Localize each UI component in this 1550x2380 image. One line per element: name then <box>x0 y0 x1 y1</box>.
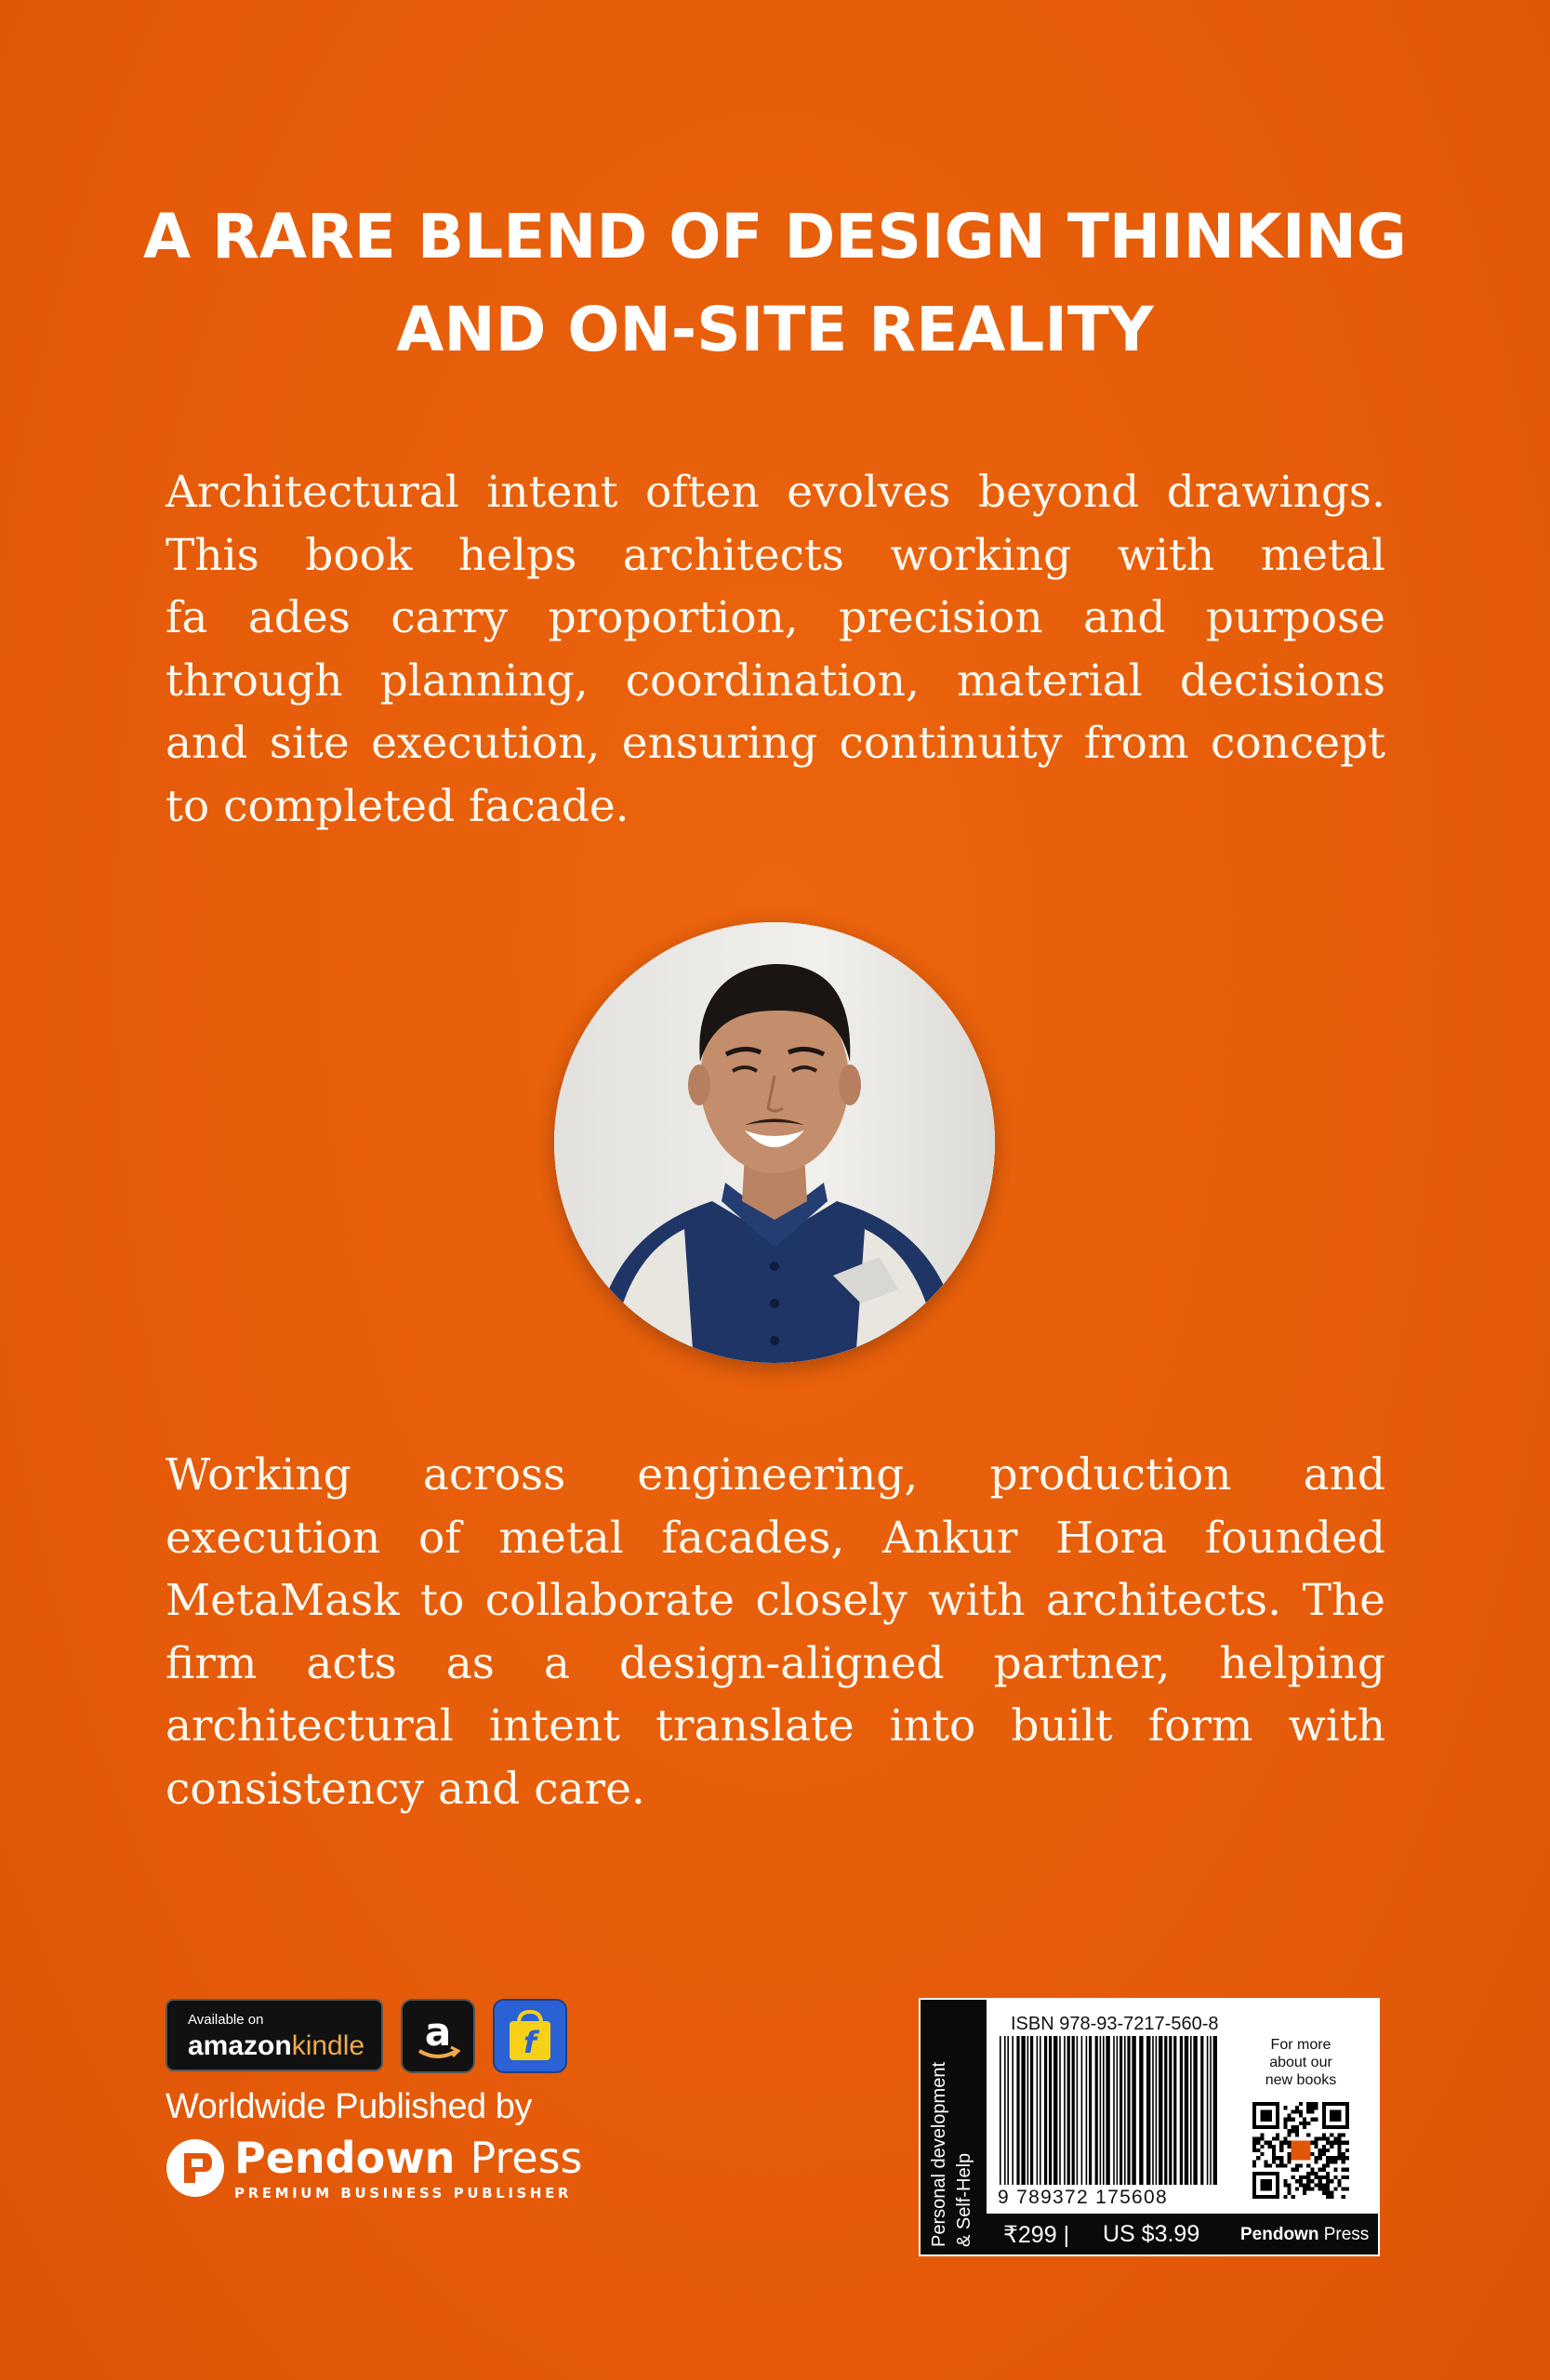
qr-module <box>1326 2183 1330 2187</box>
barcode-bar <box>1103 2036 1105 2185</box>
qr-module <box>1333 2141 1337 2145</box>
qr-module <box>1292 2125 1295 2129</box>
qr-module <box>1322 2168 1326 2172</box>
qr-module <box>1333 2188 1337 2191</box>
qr-module <box>1345 2156 1349 2160</box>
qr-module <box>1322 2183 1326 2187</box>
author-line: Working across engineering, production and <box>166 1449 1385 1501</box>
qr-module <box>1338 2156 1342 2160</box>
barcode-bar <box>1064 2036 1066 2185</box>
qr-module <box>1326 2191 1330 2195</box>
barcode-bar <box>1007 2036 1009 2185</box>
qr-module <box>1292 2129 1295 2133</box>
qr-module <box>1338 2133 1342 2136</box>
qr-module <box>1326 2156 1330 2160</box>
qr-module <box>1252 2145 1256 2149</box>
barcode-bar <box>1037 2036 1039 2185</box>
qr-module <box>1276 2156 1279 2160</box>
intro-line: Architectural intent often evolves beyond drawings. <box>166 467 1385 518</box>
qr-module <box>1283 2106 1287 2109</box>
barcode-bar <box>1113 2036 1115 2185</box>
qr-module <box>1330 2191 1333 2195</box>
flipkart-badge[interactable] <box>493 1999 567 2073</box>
author-paragraph <box>166 1444 1385 1820</box>
author-line: architectural intent translate into built form with <box>166 1700 1385 1752</box>
qr-module <box>1322 2133 1326 2136</box>
qr-module <box>1283 2141 1287 2145</box>
qr-module <box>1268 2164 1272 2168</box>
qr-module <box>1292 2168 1295 2172</box>
qr-module <box>1310 2106 1314 2109</box>
qr-module <box>1292 2175 1295 2179</box>
qr-module <box>1318 2168 1322 2172</box>
qr-module <box>1287 2145 1291 2149</box>
qr-module <box>1338 2145 1342 2149</box>
qr-module <box>1306 2102 1310 2106</box>
qr-module <box>1333 2168 1337 2172</box>
qr-module <box>1292 2118 1295 2122</box>
qr-module <box>1318 2136 1322 2140</box>
qr-module <box>1287 2133 1291 2136</box>
barcode-bar <box>1004 2036 1006 2185</box>
qr-module <box>1283 2125 1287 2129</box>
intro-line: to completed facade. <box>166 780 629 832</box>
publisher-name: Pendown Press <box>234 2133 583 2183</box>
qr-module <box>1260 2136 1264 2140</box>
qr-module <box>1252 2141 1256 2145</box>
qr-module <box>1315 2160 1318 2163</box>
barcode-bar <box>1000 2036 1001 2185</box>
barcode-bar <box>1213 2036 1217 2185</box>
qr-module <box>1252 2164 1256 2168</box>
qr-module <box>1326 2149 1330 2152</box>
barcode-bar <box>1127 2036 1130 2185</box>
qr-module <box>1326 2195 1330 2199</box>
qr-module <box>1342 2160 1345 2163</box>
barcode-bar <box>1012 2036 1013 2185</box>
barcode-bar <box>1095 2036 1098 2185</box>
qr-module <box>1272 2145 1276 2149</box>
barcode-bar <box>1021 2036 1025 2185</box>
isbn-number: ISBN 978-93-7217-560-8 <box>1011 2014 1219 2034</box>
qr-module <box>1315 2145 1318 2149</box>
qr-module <box>1272 2156 1276 2160</box>
author-photo <box>554 922 995 1363</box>
qr-module <box>1287 2156 1291 2160</box>
qr-module <box>1342 2175 1345 2179</box>
qr-module <box>1283 2179 1287 2183</box>
qr-module <box>1276 2164 1279 2168</box>
qr-module <box>1283 2136 1287 2140</box>
author-line: firm acts as a design-aligned partner, helping <box>166 1637 1385 1689</box>
qr-module <box>1256 2141 1260 2145</box>
qr-module <box>1287 2188 1291 2191</box>
barcode-bar <box>1119 2036 1122 2185</box>
qr-module <box>1310 2188 1314 2191</box>
qr-module <box>1315 2136 1318 2140</box>
qr-module <box>1295 2133 1299 2136</box>
qr-module <box>1318 2149 1322 2152</box>
intro-line: This book helps architects working with metal <box>166 529 1385 581</box>
qr-module <box>1322 2191 1326 2195</box>
qr-module <box>1264 2141 1267 2145</box>
qr-module <box>1292 2195 1295 2199</box>
qr-module <box>1342 2168 1345 2172</box>
barcode-bar <box>1152 2036 1154 2185</box>
qr-module <box>1330 2195 1333 2199</box>
qr-module <box>1333 2160 1337 2163</box>
intro-line: and site execution, ensuring continuity from concept <box>166 718 1385 769</box>
qr-module <box>1326 2164 1330 2168</box>
qr-module <box>1279 2156 1283 2160</box>
barcode-bar <box>1040 2036 1041 2185</box>
qr-module <box>1299 2102 1303 2106</box>
qr-module <box>1299 2175 1303 2179</box>
qr-module <box>1283 2164 1287 2168</box>
barcode-bar <box>1124 2036 1126 2185</box>
price-inr: ₹299 | <box>1003 2222 1070 2248</box>
intro-line: fa ades carry proportion, precision and purpose <box>166 592 1385 643</box>
qr-module <box>1295 2106 1299 2109</box>
qr-module <box>1330 2160 1333 2163</box>
qr-module <box>1306 2122 1310 2125</box>
qr-module <box>1276 2133 1279 2136</box>
qr-module <box>1326 2179 1330 2183</box>
qr-module <box>1338 2149 1342 2152</box>
qr-module <box>1310 2172 1314 2175</box>
price-usd: US $3.99 <box>1103 2221 1200 2247</box>
qr-module <box>1252 2160 1256 2163</box>
qr-module <box>1322 2152 1326 2156</box>
qr-module <box>1299 2109 1303 2113</box>
qr-module <box>1318 2175 1322 2179</box>
more-books-text: For more about our new books <box>1265 2037 1337 2088</box>
qr-module <box>1287 2113 1291 2117</box>
barcode-bar <box>1072 2036 1075 2185</box>
qr-module <box>1287 2191 1291 2195</box>
qr-module <box>1338 2152 1342 2156</box>
qr-module <box>1310 2152 1314 2156</box>
qr-module <box>1260 2152 1264 2156</box>
barcode-bar <box>1207 2036 1209 2185</box>
qr-module <box>1345 2141 1349 2145</box>
qr-module <box>1283 2195 1287 2199</box>
author-line: MetaMask to collaborate closely with architects. The <box>166 1575 1385 1626</box>
qr-module <box>1306 2133 1310 2136</box>
barcode-bar <box>1089 2036 1092 2185</box>
qr-module <box>1292 2109 1295 2113</box>
qr-module <box>1315 2156 1318 2160</box>
qr-module <box>1315 2106 1318 2109</box>
published-by-label: Worldwide Published by <box>166 2087 532 2126</box>
qr-module <box>1279 2145 1283 2149</box>
qr-module <box>1342 2133 1345 2136</box>
qr-module <box>1272 2149 1276 2152</box>
qr-module <box>1283 2118 1287 2122</box>
intro-paragraph <box>166 461 1385 838</box>
qr-module <box>1268 2141 1272 2145</box>
qr-module <box>1287 2160 1291 2163</box>
qr-finder <box>1260 2179 1271 2190</box>
qr-module <box>1264 2164 1267 2168</box>
amazon-a-icon <box>403 2001 473 2071</box>
qr-module <box>1315 2141 1318 2145</box>
qr-module <box>1306 2109 1310 2113</box>
barcode-bar <box>1086 2036 1088 2185</box>
qr-module <box>1279 2149 1283 2152</box>
qr-module <box>1260 2145 1264 2149</box>
qr-module <box>1318 2183 1322 2187</box>
price-bar-publisher: Pendown Press <box>1240 2225 1370 2244</box>
qr-module <box>1318 2188 1322 2191</box>
qr-module <box>1342 2152 1345 2156</box>
amazon-kindle-badge[interactable] <box>166 1999 383 2071</box>
qr-module <box>1264 2160 1267 2163</box>
barcode-bar <box>1169 2036 1172 2185</box>
barcode-bar <box>1193 2036 1197 2185</box>
barcode-bar <box>1016 2036 1019 2185</box>
qr-module <box>1283 2183 1287 2187</box>
qr-center-logo <box>1292 2141 1311 2161</box>
qr-module <box>1283 2122 1287 2125</box>
qr-module <box>1306 2106 1310 2109</box>
qr-module <box>1330 2133 1333 2136</box>
qr-module <box>1310 2141 1314 2145</box>
qr-module <box>1342 2195 1345 2199</box>
qr-module <box>1330 2141 1333 2145</box>
barcode-bar <box>1100 2036 1102 2185</box>
qr-module <box>1322 2145 1326 2149</box>
barcode-bar <box>1049 2036 1052 2185</box>
barcode-bar <box>1164 2036 1167 2185</box>
qr-module <box>1310 2168 1314 2172</box>
qr-module <box>1310 2109 1314 2113</box>
barcode-bar <box>1067 2036 1070 2185</box>
qr-module <box>1252 2149 1256 2152</box>
qr-module <box>1306 2188 1310 2191</box>
qr-module <box>1295 2179 1299 2183</box>
barcode-bar <box>1059 2036 1061 2185</box>
qr-module <box>1322 2175 1326 2179</box>
qr-module <box>1306 2175 1310 2179</box>
barcode-bar <box>1200 2036 1203 2185</box>
qr-module <box>1330 2156 1333 2160</box>
qr-module <box>1345 2149 1349 2152</box>
qr-module <box>1303 2183 1306 2187</box>
qr-module <box>1256 2149 1260 2152</box>
qr-module <box>1310 2118 1314 2122</box>
qr-module <box>1333 2175 1337 2179</box>
barcode-bar <box>1132 2036 1135 2185</box>
qr-module <box>1306 2164 1310 2168</box>
qr-module <box>1338 2179 1342 2183</box>
barcode-bar <box>1210 2036 1212 2185</box>
kindle-badge-brand: amazonkindle <box>188 2030 365 2061</box>
barcode-bar <box>1159 2036 1162 2185</box>
qr-module <box>1322 2188 1326 2191</box>
barcode-bar <box>1190 2036 1192 2185</box>
qr-module <box>1315 2102 1318 2106</box>
qr-module <box>1342 2141 1345 2145</box>
barcode-bar <box>1030 2036 1033 2185</box>
qr-module <box>1326 2160 1330 2163</box>
qr-module <box>1299 2164 1303 2168</box>
qr-module <box>1303 2122 1306 2125</box>
qr-module <box>1279 2141 1283 2145</box>
svg-text:a: a <box>424 2009 452 2055</box>
qr-finder <box>1330 2109 1341 2121</box>
qr-module <box>1322 2149 1326 2152</box>
qr-module <box>1326 2172 1330 2175</box>
qr-module <box>1303 2191 1306 2195</box>
qr-module <box>1287 2141 1291 2145</box>
qr-module <box>1287 2118 1291 2122</box>
barcode-bar <box>1077 2036 1079 2185</box>
qr-module <box>1256 2156 1260 2160</box>
qr-module <box>1322 2136 1326 2140</box>
qr-module <box>1315 2118 1318 2122</box>
author-portrait-illustration <box>554 922 995 1363</box>
publisher-tagline: PREMIUM BUSINESS PUBLISHER <box>234 2185 573 2202</box>
headline <box>112 191 1438 377</box>
qr-module <box>1333 2156 1337 2160</box>
qr-module <box>1326 2188 1330 2191</box>
qr-module <box>1326 2175 1330 2179</box>
barcode-digits: 9 789372 175608 <box>998 2187 1168 2208</box>
qr-code[interactable] <box>1252 2102 1349 2199</box>
qr-module <box>1306 2172 1310 2175</box>
qr-module <box>1287 2129 1291 2133</box>
genre-label: Personal development & Self-Help <box>929 2061 974 2247</box>
qr-module <box>1299 2113 1303 2117</box>
qr-module <box>1279 2164 1283 2168</box>
qr-module <box>1260 2133 1264 2136</box>
qr-module <box>1295 2129 1299 2133</box>
qr-module <box>1287 2152 1291 2156</box>
headline-line-2: AND ON-SITE REALITY <box>396 294 1154 365</box>
qr-module <box>1295 2188 1299 2191</box>
qr-module <box>1318 2152 1322 2156</box>
kindle-badge-caption: Available on <box>188 2012 264 2028</box>
svg-text:f: f <box>523 2025 537 2060</box>
intro-line: through planning, coordination, material decisions <box>166 654 1385 707</box>
qr-module <box>1318 2179 1322 2183</box>
qr-module <box>1326 2136 1330 2140</box>
qr-module <box>1295 2125 1299 2129</box>
author-line: execution of metal facades, Ankur Hora founded <box>166 1512 1385 1564</box>
pendown-logo-icon <box>166 2138 225 2198</box>
barcode-bar <box>1185 2036 1188 2185</box>
qr-module <box>1310 2179 1314 2183</box>
qr-module <box>1272 2152 1276 2156</box>
qr-module <box>1295 2164 1299 2168</box>
qr-module <box>1345 2175 1349 2179</box>
barcode-bar <box>1106 2036 1109 2185</box>
qr-module <box>1295 2109 1299 2113</box>
flipkart-bag-icon <box>495 2001 565 2071</box>
qr-module <box>1315 2183 1318 2187</box>
qr-module <box>1326 2141 1330 2145</box>
qr-module <box>1330 2179 1333 2183</box>
barcode-bar <box>1044 2036 1047 2185</box>
qr-module <box>1342 2156 1345 2160</box>
qr-module <box>1256 2136 1260 2140</box>
qr-module <box>1303 2118 1306 2122</box>
qr-module <box>1272 2136 1276 2140</box>
barcode-bar <box>1053 2036 1057 2185</box>
qr-module <box>1330 2145 1333 2149</box>
barcode-bar <box>1173 2036 1176 2185</box>
barcode-bar <box>1139 2036 1143 2185</box>
qr-module <box>1303 2188 1306 2191</box>
qr-module <box>1345 2188 1349 2191</box>
qr-module <box>1338 2141 1342 2145</box>
qr-finder <box>1260 2109 1271 2121</box>
qr-module <box>1306 2183 1310 2187</box>
barcode-bar <box>1027 2036 1029 2185</box>
qr-module <box>1338 2136 1342 2140</box>
qr-module <box>1322 2164 1326 2168</box>
qr-module <box>1318 2156 1322 2160</box>
qr-module <box>1287 2183 1291 2187</box>
qr-module <box>1295 2168 1299 2172</box>
headline-line-1: A RARE BLEND OF DESIGN THINKING <box>143 201 1407 272</box>
qr-module <box>1272 2160 1276 2163</box>
qr-module <box>1279 2160 1283 2163</box>
qr-module <box>1303 2125 1306 2129</box>
qr-module <box>1310 2102 1314 2106</box>
qr-module <box>1306 2179 1310 2183</box>
barcode-bar <box>1117 2036 1119 2185</box>
qr-module <box>1276 2136 1279 2140</box>
qr-module <box>1338 2183 1342 2187</box>
qr-module <box>1345 2168 1349 2172</box>
qr-module <box>1299 2183 1303 2187</box>
barcode-image <box>998 2036 1221 2185</box>
qr-module <box>1299 2122 1303 2125</box>
qr-module <box>1315 2172 1318 2175</box>
barcode-bar <box>1146 2036 1150 2185</box>
barcode-bar <box>1081 2036 1083 2185</box>
qr-module <box>1333 2136 1337 2140</box>
qr-module <box>1268 2145 1272 2149</box>
amazon-badge[interactable] <box>401 1999 475 2073</box>
qr-module <box>1342 2188 1345 2191</box>
qr-module <box>1252 2136 1256 2140</box>
barcode-bar <box>1180 2036 1183 2185</box>
barcode-bar <box>1156 2036 1158 2185</box>
qr-module <box>1299 2179 1303 2183</box>
qr-module <box>1303 2175 1306 2179</box>
author-line: consistency and care. <box>166 1763 645 1815</box>
qr-module <box>1315 2175 1318 2179</box>
price-bar <box>987 2214 1378 2254</box>
